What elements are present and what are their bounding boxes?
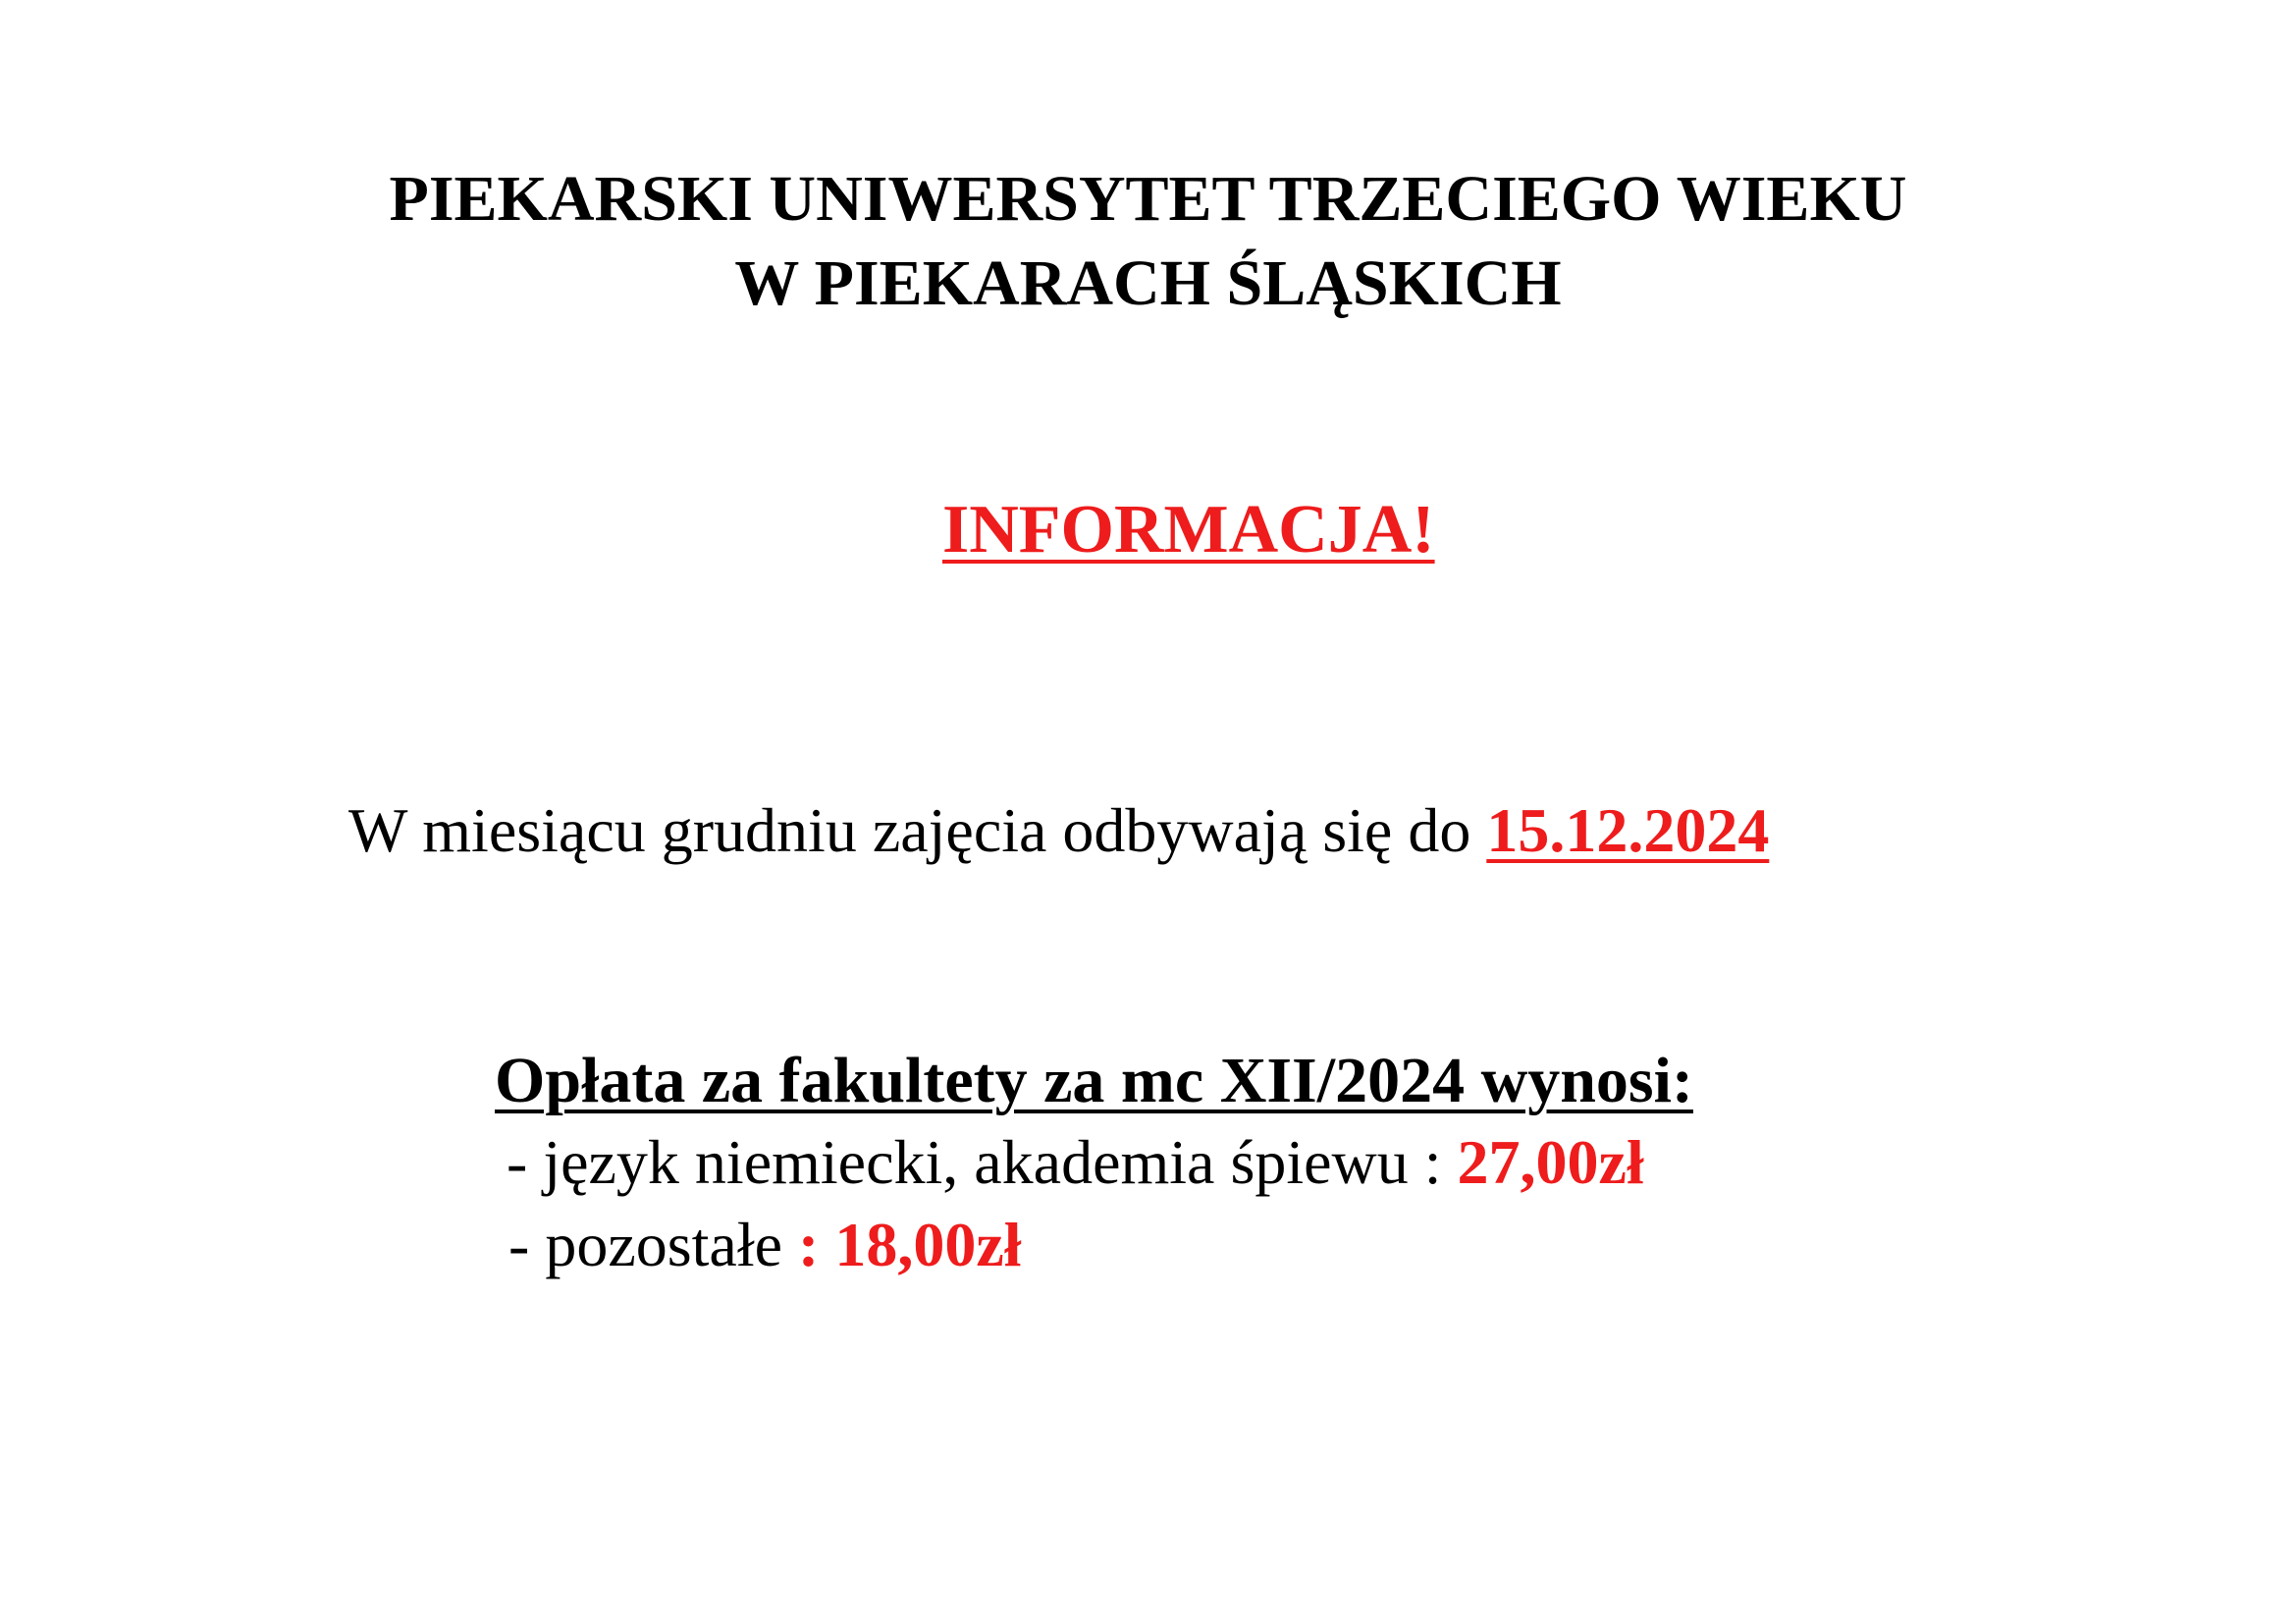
fee-item-amount: 18,00zł: [834, 1210, 1022, 1279]
schedule-line: [348, 795, 1770, 865]
header-title-line-2: W PIEKARACH ŚLĄSKICH: [734, 247, 1562, 319]
fee-item: [508, 1210, 1022, 1279]
schedule-text: W miesiącu grudniu zajęcia odbywają się do: [348, 795, 1487, 865]
header-title-line-1: PIEKARSKI UNIWERSYTET TRZECIEGO WIEKU: [389, 163, 1907, 235]
fee-item-separator: :: [798, 1210, 835, 1279]
notice-title: INFORMACJA!: [942, 492, 1435, 568]
fee-item-label: - język niemiecki, akademia śpiewu :: [507, 1127, 1458, 1197]
fee-heading: Opłata za fakultety za mc XII/2024 wynosi:: [495, 1045, 1693, 1116]
fee-item-amount: 27,00zł: [1457, 1127, 1644, 1197]
schedule-date: 15.12.2024: [1486, 795, 1770, 865]
fee-item: [507, 1127, 1644, 1197]
fee-item-label: - pozostałe: [508, 1210, 798, 1279]
